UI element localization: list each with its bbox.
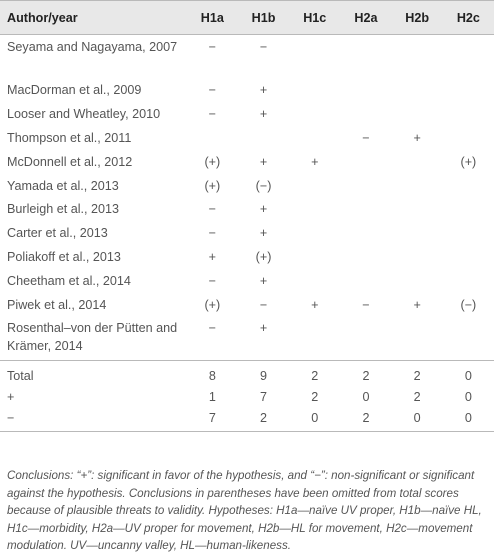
header-h1b: H1b	[238, 1, 289, 35]
table-row	[0, 102, 494, 126]
result-cell: −	[208, 273, 217, 288]
table-row	[0, 245, 494, 269]
result-cell	[392, 197, 443, 221]
totals-value-cell: 2	[340, 408, 391, 432]
author-year-cell: Seyama and Nagayama, 2007	[7, 40, 178, 54]
result-cell	[340, 102, 391, 126]
header-h1c: H1c	[289, 1, 340, 35]
result-cell	[289, 35, 340, 79]
result-cell: −	[362, 297, 370, 312]
result-cell	[443, 35, 494, 79]
result-cell: −	[208, 107, 217, 122]
result-cell	[238, 126, 289, 150]
result-cell	[392, 35, 443, 79]
table-row	[0, 293, 494, 317]
result-cell: −	[208, 202, 217, 217]
result-cell: (−)	[255, 178, 272, 193]
totals-value-cell: 2	[340, 360, 391, 385]
result-cell: +	[259, 273, 268, 288]
result-cell: −	[259, 40, 268, 54]
result-cell: +	[311, 297, 319, 312]
result-cell	[392, 174, 443, 198]
result-cell	[443, 221, 494, 245]
result-cell	[289, 174, 340, 198]
result-cell	[340, 221, 391, 245]
header-h2a: H2a	[340, 1, 391, 35]
totals-value-cell: 9	[238, 360, 289, 385]
result-cell	[340, 150, 391, 174]
table-row	[0, 150, 494, 174]
header-h2c: H2c	[443, 1, 494, 35]
totals-value-cell: 2	[289, 360, 340, 385]
result-cell: +	[259, 321, 268, 336]
result-cell: +	[311, 154, 319, 169]
table-row	[0, 316, 494, 360]
result-cell: (−)	[460, 297, 477, 312]
result-cell	[289, 102, 340, 126]
result-cell: +	[259, 154, 268, 169]
totals-value-cell: 2	[238, 408, 289, 432]
result-cell: (+)	[204, 297, 221, 312]
totals-value-cell: 7	[260, 389, 268, 404]
result-cell: −	[208, 226, 217, 241]
table-row	[0, 174, 494, 198]
author-year-cell: McDonnell et al., 2012	[7, 154, 133, 169]
totals-row	[0, 360, 494, 385]
result-cell: −	[362, 130, 370, 145]
result-cell	[340, 197, 391, 221]
result-cell	[340, 316, 391, 360]
table-row	[0, 221, 494, 245]
author-year-cell: MacDorman et al., 2009	[7, 83, 142, 98]
totals-value-cell: 0	[443, 408, 494, 432]
result-cell	[443, 245, 494, 269]
result-cell: +	[259, 202, 268, 217]
result-cell	[392, 221, 443, 245]
result-cell	[443, 197, 494, 221]
totals-label-cell: −	[0, 408, 187, 432]
table-row	[0, 126, 494, 150]
result-cell	[392, 79, 443, 103]
result-cell	[443, 102, 494, 126]
totals-value-cell: 7	[187, 408, 238, 432]
result-cell: +	[208, 249, 217, 264]
totals-value-cell: 2	[392, 360, 443, 385]
result-cell	[443, 126, 494, 150]
result-cell: (+)	[204, 154, 221, 169]
author-year-cell: Looser and Wheatley, 2010	[7, 107, 161, 122]
totals-value-cell: 0	[392, 408, 443, 432]
result-cell: (+)	[255, 249, 272, 264]
totals-value-cell: 0	[362, 389, 370, 404]
study-rows	[0, 35, 494, 361]
result-cell	[289, 126, 340, 150]
result-cell: −	[208, 321, 217, 336]
result-cell	[340, 174, 391, 198]
table-row	[0, 269, 494, 293]
totals-label-cell: +	[7, 389, 15, 404]
result-cell	[289, 79, 340, 103]
totals-label-cell: Total	[0, 360, 187, 385]
result-cell: +	[413, 297, 421, 312]
author-year-cell: Piwek et al., 2014	[7, 297, 107, 312]
result-cell: (+)	[204, 178, 221, 193]
author-year-cell: Poliakoff et al., 2013	[7, 249, 121, 264]
result-cell	[340, 35, 391, 79]
result-cell: +	[259, 226, 268, 241]
totals-value-cell: 0	[289, 408, 340, 432]
table-row	[0, 79, 494, 103]
header-row	[0, 1, 494, 35]
result-cell: −	[208, 83, 217, 98]
result-cell: +	[259, 107, 268, 122]
total-rows	[0, 360, 494, 432]
totals-value-cell: 8	[187, 360, 238, 385]
totals-value-cell: 2	[311, 389, 319, 404]
result-cell	[392, 269, 443, 293]
result-cell	[392, 102, 443, 126]
author-year-cell: Carter et al., 2013	[7, 226, 108, 241]
result-cell	[340, 269, 391, 293]
result-cell	[289, 221, 340, 245]
totals-value-cell: 0	[443, 360, 494, 385]
result-cell: −	[259, 297, 268, 312]
table-row	[0, 197, 494, 221]
result-cell	[289, 197, 340, 221]
totals-value-cell: 1	[208, 389, 216, 404]
author-year-cell: Thompson et al., 2011	[7, 130, 132, 145]
table-row	[0, 35, 494, 79]
result-cell	[443, 269, 494, 293]
table-footnote: Conclusions: “+”: significant in favor of the hypothesis, and “−”: non-significant or significant against the hypothesis. Conclusions in parentheses have been omitted from total scores because of plausible threats to validity. Hypotheses: H1a—naïve UV proper, H1b—naïve HL, H1c—morbidity, H2a—UV proper for movement, H2b—HL for movement, H2c—movement modulation. UV—uncanny valley, HL—human-likeness.	[7, 469, 482, 553]
result-cell: +	[413, 130, 421, 145]
result-cell	[443, 174, 494, 198]
result-cell	[340, 245, 391, 269]
author-year-cell: Rosenthal–von der Pütten and Krämer, 2014	[7, 321, 178, 354]
result-cell	[392, 245, 443, 269]
header-h1a: H1a	[187, 1, 238, 35]
result-cell	[289, 316, 340, 360]
header-h2b: H2b	[392, 1, 443, 35]
author-year-cell: Cheetham et al., 2014	[7, 273, 131, 288]
result-cell	[443, 316, 494, 360]
result-cell: −	[208, 40, 217, 54]
result-cell	[187, 126, 238, 150]
result-cell	[289, 245, 340, 269]
result-cell	[289, 269, 340, 293]
totals-row	[0, 385, 494, 409]
result-cell	[443, 79, 494, 103]
totals-value-cell: 2	[413, 389, 421, 404]
result-cell	[392, 150, 443, 174]
result-cell	[340, 79, 391, 103]
result-cell: (+)	[460, 154, 477, 169]
author-year-cell: Burleigh et al., 2013	[7, 202, 120, 217]
result-cell	[392, 316, 443, 360]
author-year-cell: Yamada et al., 2013	[7, 178, 119, 193]
header-author-year: Author/year	[0, 1, 187, 35]
totals-row	[0, 408, 494, 432]
totals-value-cell: 0	[464, 389, 472, 404]
result-cell: +	[259, 83, 268, 98]
